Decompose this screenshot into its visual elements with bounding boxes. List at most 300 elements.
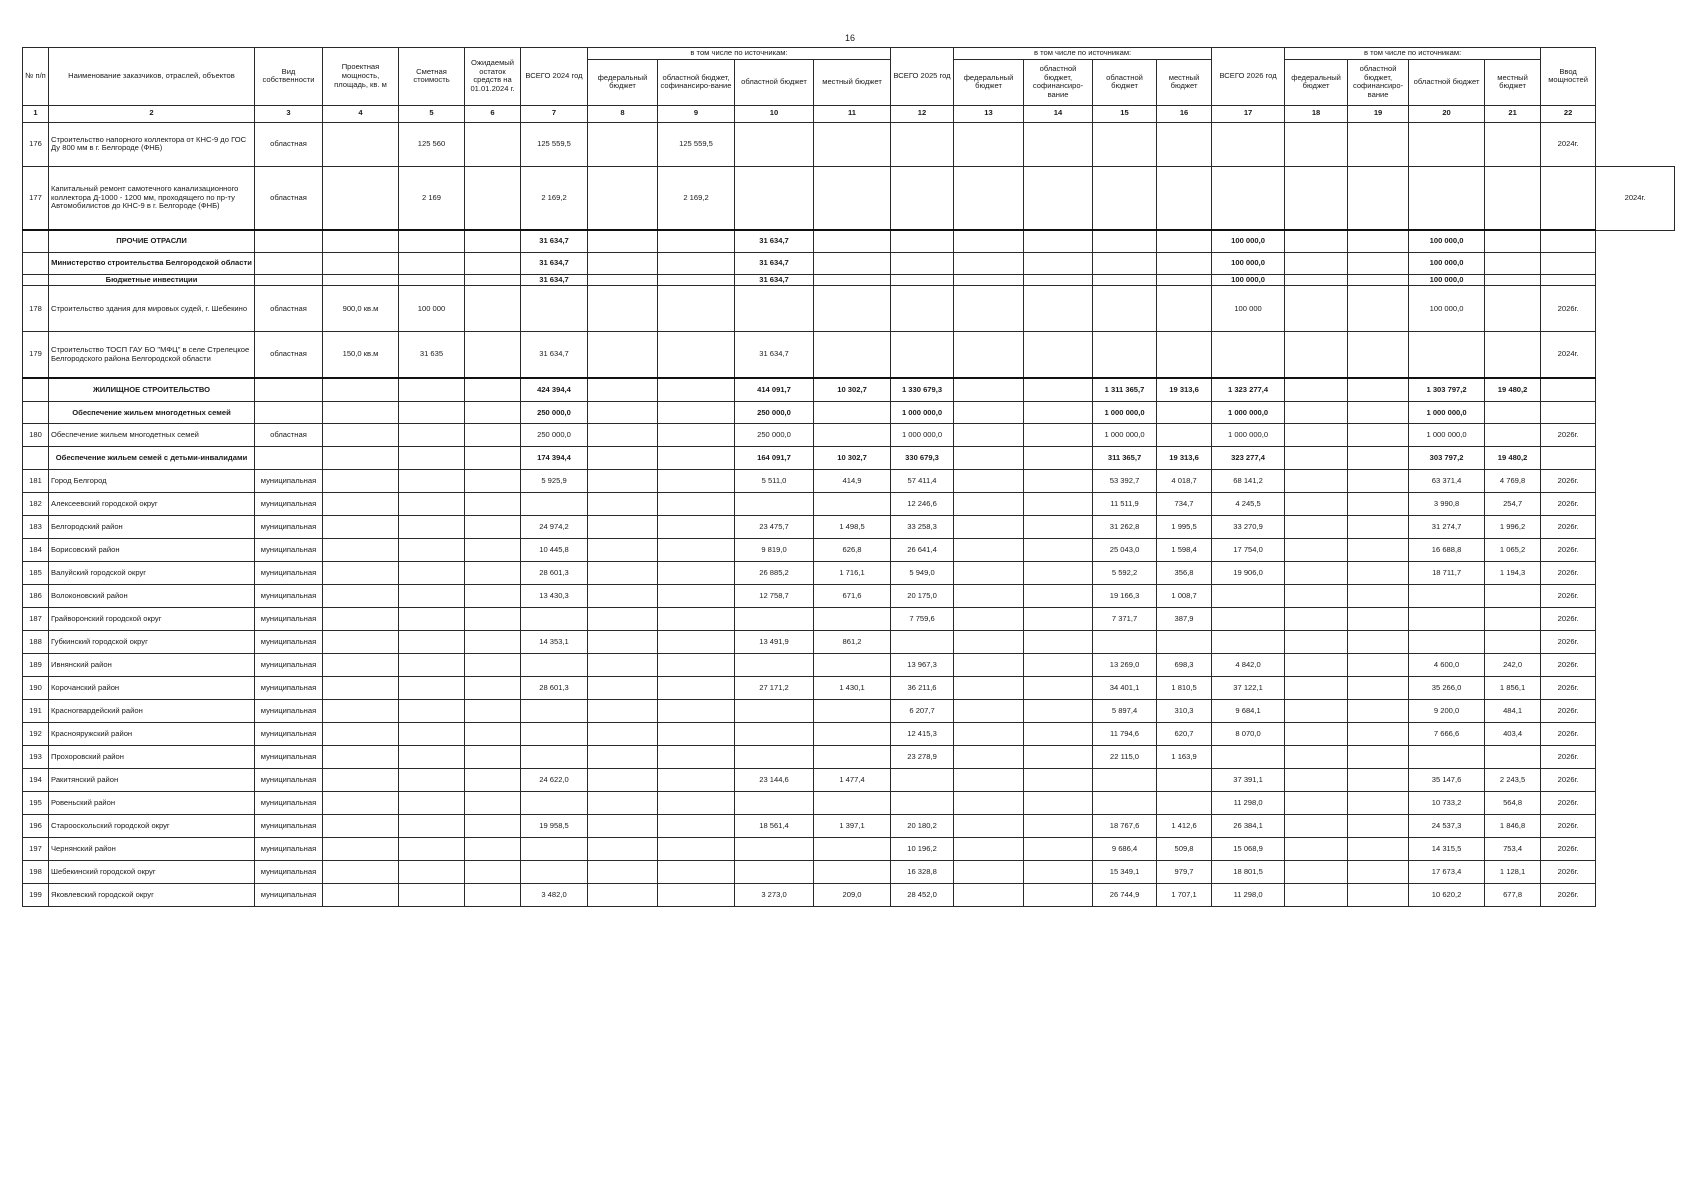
value-cell [1093, 631, 1157, 654]
col-number: 7 [521, 105, 588, 122]
value-cell: 15 349,1 [1093, 861, 1157, 884]
row-number: 199 [23, 884, 49, 907]
value-cell: 100 000,0 [1409, 252, 1485, 274]
value-cell [954, 562, 1024, 585]
value-cell [891, 252, 954, 274]
value-cell [1348, 274, 1409, 286]
value-cell [658, 562, 735, 585]
value-cell [323, 769, 399, 792]
value-cell: 4 842,0 [1212, 654, 1285, 677]
value-cell [323, 861, 399, 884]
value-cell [465, 585, 521, 608]
value-cell: 1 477,4 [814, 769, 891, 792]
value-cell: 10 302,7 [814, 447, 891, 470]
value-cell [588, 562, 658, 585]
row-number: 194 [23, 769, 49, 792]
value-cell [1285, 723, 1348, 746]
value-cell: 4 769,8 [1485, 470, 1541, 493]
table-row [23, 470, 1675, 493]
commissioning-cell: 2026г. [1541, 562, 1596, 585]
object-name: Министерство строительства Белгородской области [49, 252, 255, 274]
value-cell [465, 815, 521, 838]
value-cell [735, 838, 814, 861]
commissioning-cell [1541, 402, 1596, 424]
commissioning-cell: 2024г. [1541, 122, 1596, 166]
value-cell: 5 897,4 [1093, 700, 1157, 723]
value-cell: 1 065,2 [1485, 539, 1541, 562]
value-cell: 20 180,2 [891, 815, 954, 838]
value-cell [658, 493, 735, 516]
value-cell [1485, 166, 1541, 230]
value-cell [954, 274, 1024, 286]
value-cell: 36 211,6 [891, 677, 954, 700]
value-cell [399, 815, 465, 838]
value-cell [1285, 562, 1348, 585]
value-cell [1024, 402, 1093, 424]
ownership-cell [255, 378, 323, 402]
row-number: 182 [23, 493, 49, 516]
header-estimate: Сметная стоимость [399, 48, 465, 106]
value-cell [1285, 286, 1348, 332]
value-cell [814, 792, 891, 815]
value-cell [465, 700, 521, 723]
value-cell [323, 608, 399, 631]
value-cell [735, 723, 814, 746]
value-cell [1157, 792, 1212, 815]
value-cell: 414,9 [814, 470, 891, 493]
value-cell [521, 700, 588, 723]
value-cell [1024, 562, 1093, 585]
value-cell: 125 560 [399, 122, 465, 166]
col-number: 3 [255, 105, 323, 122]
value-cell [1093, 122, 1157, 166]
value-cell: 250 000,0 [521, 402, 588, 424]
commissioning-cell [1541, 274, 1596, 286]
value-cell: 4 600,0 [1409, 654, 1485, 677]
value-cell [1348, 792, 1409, 815]
header-remains: Ожидаемый остаток средств на 01.01.2024 г. [465, 48, 521, 106]
value-cell [1285, 792, 1348, 815]
commissioning-cell: 2026г. [1541, 539, 1596, 562]
row-number: 176 [23, 122, 49, 166]
value-cell [1409, 631, 1485, 654]
value-cell [521, 286, 588, 332]
value-cell: 31 634,7 [521, 230, 588, 252]
value-cell [588, 884, 658, 907]
value-cell: 26 885,2 [735, 562, 814, 585]
value-cell: 509,8 [1157, 838, 1212, 861]
value-cell: 310,3 [1157, 700, 1212, 723]
value-cell [658, 654, 735, 677]
value-cell [954, 769, 1024, 792]
value-cell: 626,8 [814, 539, 891, 562]
value-cell: 2 243,5 [1485, 769, 1541, 792]
value-cell: 100 000,0 [1212, 252, 1285, 274]
col-number: 12 [891, 105, 954, 122]
value-cell [1348, 677, 1409, 700]
value-cell: 2024г. [1596, 166, 1675, 230]
value-cell [588, 861, 658, 884]
object-name: Краснояружский район [49, 723, 255, 746]
value-cell [1485, 252, 1541, 274]
header-cofin-2026: областной бюджет, софинансиро-вание [1348, 59, 1409, 105]
value-cell: 12 246,6 [891, 493, 954, 516]
table-row [23, 769, 1675, 792]
ownership-cell: муниципальная [255, 516, 323, 539]
value-cell: 19 313,6 [1157, 447, 1212, 470]
value-cell [658, 884, 735, 907]
value-cell: 16 688,8 [1409, 539, 1485, 562]
value-cell [1024, 838, 1093, 861]
value-cell [521, 792, 588, 815]
value-cell [323, 470, 399, 493]
commissioning-cell: 2026г. [1541, 516, 1596, 539]
row-number: 196 [23, 815, 49, 838]
value-cell [1485, 230, 1541, 252]
value-cell [521, 608, 588, 631]
table-row [23, 286, 1675, 332]
object-name: Алексеевский городской округ [49, 493, 255, 516]
object-name: Валуйский городской округ [49, 562, 255, 585]
value-cell [399, 230, 465, 252]
value-cell [323, 723, 399, 746]
col-number: 16 [1157, 105, 1212, 122]
value-cell: 37 122,1 [1212, 677, 1285, 700]
object-name: Яковлевский городской округ [49, 884, 255, 907]
value-cell [1348, 378, 1409, 402]
header-sources-2025: в том числе по источникам: [954, 48, 1212, 60]
value-cell [1348, 424, 1409, 447]
value-cell: 14 353,1 [521, 631, 588, 654]
value-cell: 10 302,7 [814, 378, 891, 402]
table-row [23, 654, 1675, 677]
value-cell [1157, 769, 1212, 792]
object-name: Обеспечение жильем многодетных семей [49, 424, 255, 447]
value-cell: 19 480,2 [1485, 378, 1541, 402]
value-cell [814, 424, 891, 447]
value-cell [814, 723, 891, 746]
row-number: 187 [23, 608, 49, 631]
value-cell [814, 122, 891, 166]
value-cell [1348, 402, 1409, 424]
value-cell [1157, 230, 1212, 252]
row-number: 178 [23, 286, 49, 332]
value-cell: 1 000 000,0 [1409, 402, 1485, 424]
value-cell: 3 273,0 [735, 884, 814, 907]
value-cell [954, 723, 1024, 746]
section-row [23, 252, 1675, 274]
value-cell [1285, 447, 1348, 470]
value-cell [465, 654, 521, 677]
value-cell [658, 746, 735, 769]
value-cell [588, 700, 658, 723]
col-number: 10 [735, 105, 814, 122]
header-cofin-2024: областной бюджет, софинансиро-вание [658, 59, 735, 105]
value-cell [399, 861, 465, 884]
value-cell: 31 635 [399, 332, 465, 378]
value-cell: 10 733,2 [1409, 792, 1485, 815]
value-cell [1285, 539, 1348, 562]
object-name: Ровеньский район [49, 792, 255, 815]
value-cell [658, 723, 735, 746]
page-number: 16 [844, 33, 855, 43]
value-cell [954, 608, 1024, 631]
value-cell: 24 622,0 [521, 769, 588, 792]
ownership-cell: муниципальная [255, 562, 323, 585]
value-cell [1348, 838, 1409, 861]
value-cell [658, 274, 735, 286]
commissioning-cell [1541, 252, 1596, 274]
value-cell [323, 677, 399, 700]
value-cell: 22 115,0 [1093, 746, 1157, 769]
value-cell: 13 430,3 [521, 585, 588, 608]
value-cell [1212, 585, 1285, 608]
value-cell [399, 654, 465, 677]
value-cell [588, 608, 658, 631]
value-cell [1212, 122, 1285, 166]
value-cell: 100 000,0 [1409, 230, 1485, 252]
value-cell [1157, 332, 1212, 378]
value-cell: 1 598,4 [1157, 539, 1212, 562]
commissioning-cell: 2026г. [1541, 861, 1596, 884]
value-cell [1348, 654, 1409, 677]
value-cell: 37 391,1 [1212, 769, 1285, 792]
value-cell [1348, 493, 1409, 516]
value-cell [735, 861, 814, 884]
value-cell: 11 511,9 [1093, 493, 1157, 516]
value-cell: 150,0 кв.м [323, 332, 399, 378]
value-cell [1348, 332, 1409, 378]
value-cell: 9 684,1 [1212, 700, 1285, 723]
object-name: Строительство напорного коллектора от КНС-9 до ГОС Ду 800 мм в г. Белгороде (ФНБ) [49, 122, 255, 166]
value-cell [1285, 274, 1348, 286]
value-cell [1485, 585, 1541, 608]
col-number: 5 [399, 105, 465, 122]
row-number: 190 [23, 677, 49, 700]
value-cell [1157, 631, 1212, 654]
value-cell: 9 819,0 [735, 539, 814, 562]
value-cell: 403,4 [1485, 723, 1541, 746]
row-number: 197 [23, 838, 49, 861]
value-cell: 330 679,3 [891, 447, 954, 470]
ownership-cell: муниципальная [255, 861, 323, 884]
investment-program-table [22, 47, 1675, 907]
column-number-row [23, 105, 1675, 122]
value-cell [465, 769, 521, 792]
col-number: 14 [1024, 105, 1093, 122]
value-cell [588, 838, 658, 861]
value-cell [588, 746, 658, 769]
value-cell [658, 447, 735, 470]
value-cell [1285, 884, 1348, 907]
value-cell [814, 252, 891, 274]
value-cell [323, 166, 399, 230]
value-cell: 24 537,3 [1409, 815, 1485, 838]
value-cell: 1 000 000,0 [1212, 424, 1285, 447]
value-cell: 9 686,4 [1093, 838, 1157, 861]
value-cell: 734,7 [1157, 493, 1212, 516]
object-name: Обеспечение жильем семей с детьми-инвалидами [49, 447, 255, 470]
value-cell [1285, 378, 1348, 402]
col-number: 8 [588, 105, 658, 122]
col-number: 19 [1348, 105, 1409, 122]
value-cell [323, 562, 399, 585]
value-cell: 1 846,8 [1485, 815, 1541, 838]
value-cell: 1 498,5 [814, 516, 891, 539]
value-cell: 68 141,2 [1212, 470, 1285, 493]
value-cell [465, 792, 521, 815]
value-cell: 17 754,0 [1212, 539, 1285, 562]
value-cell: 28 452,0 [891, 884, 954, 907]
value-cell: 13 967,3 [891, 654, 954, 677]
value-cell [1285, 631, 1348, 654]
header-regional-2026: областной бюджет [1409, 59, 1485, 105]
value-cell: 10 620,2 [1409, 884, 1485, 907]
value-cell [1348, 769, 1409, 792]
commissioning-cell: 2026г. [1541, 286, 1596, 332]
table-row [23, 838, 1675, 861]
value-cell: 100 000,0 [1212, 230, 1285, 252]
row-number: 189 [23, 654, 49, 677]
table-row [23, 539, 1675, 562]
value-cell: 18 801,5 [1212, 861, 1285, 884]
value-cell [1348, 286, 1409, 332]
value-cell [588, 332, 658, 378]
object-name: Белгородский район [49, 516, 255, 539]
value-cell [658, 516, 735, 539]
value-cell: 174 394,4 [521, 447, 588, 470]
table-row [23, 516, 1675, 539]
value-cell [1157, 286, 1212, 332]
value-cell: 484,1 [1485, 700, 1541, 723]
value-cell [323, 122, 399, 166]
commissioning-cell: 2026г. [1541, 723, 1596, 746]
object-name: Ивнянский район [49, 654, 255, 677]
value-cell [465, 677, 521, 700]
row-number: 179 [23, 332, 49, 378]
value-cell [1024, 447, 1093, 470]
ownership-cell: областная [255, 122, 323, 166]
value-cell: 4 018,7 [1157, 470, 1212, 493]
value-cell [465, 539, 521, 562]
value-cell: 900,0 кв.м [323, 286, 399, 332]
value-cell [588, 274, 658, 286]
value-cell [323, 378, 399, 402]
value-cell [1285, 769, 1348, 792]
ownership-cell [255, 252, 323, 274]
value-cell: 100 000,0 [1212, 274, 1285, 286]
value-cell: 1 995,5 [1157, 516, 1212, 539]
value-cell [658, 815, 735, 838]
value-cell: 1 856,1 [1485, 677, 1541, 700]
value-cell [1409, 166, 1485, 230]
value-cell: 164 091,7 [735, 447, 814, 470]
commissioning-cell: 2026г. [1541, 769, 1596, 792]
value-cell [1093, 230, 1157, 252]
value-cell [399, 585, 465, 608]
value-cell [658, 286, 735, 332]
value-cell [954, 378, 1024, 402]
value-cell [521, 861, 588, 884]
value-cell [954, 424, 1024, 447]
table-row [23, 493, 1675, 516]
value-cell [1024, 286, 1093, 332]
value-cell [891, 332, 954, 378]
value-cell: 31 274,7 [1409, 516, 1485, 539]
value-cell [1285, 838, 1348, 861]
value-cell [1348, 166, 1409, 230]
value-cell: 35 147,6 [1409, 769, 1485, 792]
value-cell: 33 270,9 [1212, 516, 1285, 539]
value-cell: 242,0 [1485, 654, 1541, 677]
value-cell [658, 677, 735, 700]
value-cell [521, 838, 588, 861]
object-name: Красногвардейский район [49, 700, 255, 723]
header-commissioning: Ввод мощностей [1541, 48, 1596, 106]
value-cell [465, 286, 521, 332]
value-cell [735, 792, 814, 815]
value-cell [1348, 723, 1409, 746]
value-cell: 414 091,7 [735, 378, 814, 402]
value-cell [399, 723, 465, 746]
value-cell: 26 641,4 [891, 539, 954, 562]
value-cell: 5 592,2 [1093, 562, 1157, 585]
value-cell [588, 252, 658, 274]
value-cell [399, 493, 465, 516]
value-cell: 13 491,9 [735, 631, 814, 654]
value-cell [1024, 861, 1093, 884]
value-cell: 26 744,9 [1093, 884, 1157, 907]
value-cell: 1 000 000,0 [1212, 402, 1285, 424]
col-number: 13 [954, 105, 1024, 122]
value-cell [814, 838, 891, 861]
value-cell [323, 838, 399, 861]
value-cell: 12 758,7 [735, 585, 814, 608]
commissioning-cell [1541, 447, 1596, 470]
value-cell: 323 277,4 [1212, 447, 1285, 470]
value-cell: 100 000 [399, 286, 465, 332]
row-number: 191 [23, 700, 49, 723]
value-cell: 19 906,0 [1212, 562, 1285, 585]
object-name: Ракитянский район [49, 769, 255, 792]
value-cell: 254,7 [1485, 493, 1541, 516]
value-cell [399, 608, 465, 631]
row-number: 195 [23, 792, 49, 815]
value-cell [954, 838, 1024, 861]
value-cell [814, 230, 891, 252]
value-cell: 1 323 277,4 [1212, 378, 1285, 402]
table-row [23, 723, 1675, 746]
ownership-cell: областная [255, 332, 323, 378]
commissioning-cell: 2026г. [1541, 746, 1596, 769]
value-cell [1024, 274, 1093, 286]
object-name: Губкинский городской округ [49, 631, 255, 654]
value-cell: 311 365,7 [1093, 447, 1157, 470]
value-cell: 3 482,0 [521, 884, 588, 907]
section-row [23, 274, 1675, 286]
value-cell [588, 470, 658, 493]
value-cell [1348, 700, 1409, 723]
value-cell [588, 122, 658, 166]
value-cell [588, 539, 658, 562]
section-row [23, 230, 1675, 252]
value-cell [1285, 585, 1348, 608]
ownership-cell: областная [255, 166, 323, 230]
value-cell: 19 480,2 [1485, 447, 1541, 470]
value-cell [1285, 166, 1348, 230]
value-cell [1285, 230, 1348, 252]
value-cell [1093, 792, 1157, 815]
